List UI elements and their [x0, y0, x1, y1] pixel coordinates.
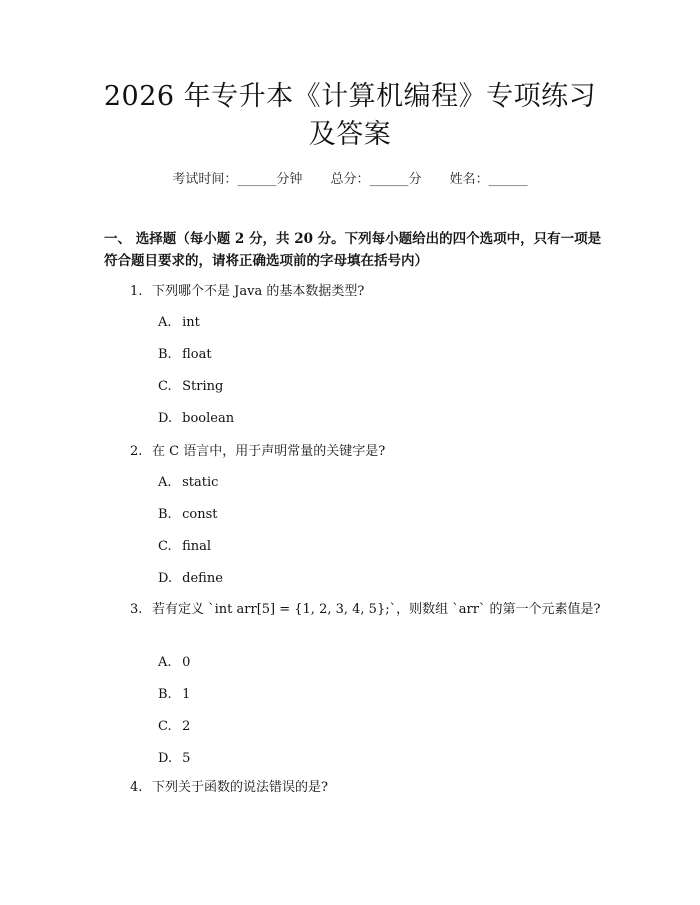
option-text: boolean — [182, 411, 235, 426]
q1-option-c — [158, 379, 223, 394]
option-letter: B. — [158, 347, 172, 362]
time-field: 考试时间：______分钟 — [172, 172, 303, 187]
option-letter: C. — [158, 379, 172, 394]
question-text: 若有定义 `int arr[5] = {1, 2, 3, 4, 5};`，则数组 `arr` 的第一个元素值是? — [152, 602, 601, 617]
option-letter: A. — [158, 315, 172, 330]
question-text: 下列关于函数的说法错误的是? — [152, 780, 328, 795]
option-text: 2 — [182, 719, 191, 734]
option-letter: D. — [158, 411, 173, 426]
q2-option-b — [158, 507, 218, 522]
option-text: final — [182, 539, 212, 554]
q3-option-b — [158, 687, 190, 702]
option-letter: B. — [158, 687, 172, 702]
question-1 — [104, 280, 614, 304]
option-letter: A. — [158, 475, 172, 490]
question-number: 3. — [130, 602, 143, 617]
option-text: 0 — [182, 655, 191, 670]
option-text: const — [182, 507, 218, 522]
option-text: float — [182, 347, 212, 362]
option-text: int — [182, 315, 200, 330]
q1-option-b — [158, 347, 212, 362]
option-text: String — [182, 379, 224, 394]
question-number: 2. — [130, 444, 143, 459]
section-heading: 一、 选择题（每小题 2 分，共 20 分。下列每小题给出的四个选项中，只有一项是符合题目要求的，请将正确选项前的字母填在括号内） — [104, 231, 602, 269]
option-letter: D. — [158, 751, 173, 766]
q3-option-c — [158, 719, 190, 734]
question-number: 4. — [130, 780, 143, 795]
score-field: 总分：______分 — [330, 172, 422, 187]
name-field: 姓名：______ — [449, 172, 528, 187]
option-text: define — [182, 571, 223, 586]
option-letter: C. — [158, 539, 172, 554]
option-letter: C. — [158, 719, 172, 734]
question-number: 1. — [130, 284, 143, 299]
question-text: 在 C 语言中，用于声明常量的关键字是? — [152, 444, 386, 459]
option-text: 1 — [182, 687, 191, 702]
option-text: static — [182, 475, 219, 490]
question-4 — [104, 776, 614, 800]
q1-option-a — [158, 315, 200, 330]
page-title: 2026 年专升本《计算机编程》专项练习及答案 — [103, 81, 597, 150]
question-text: 下列哪个不是 Java 的基本数据类型? — [152, 284, 365, 299]
q3-option-a — [158, 655, 190, 670]
exam-info — [0, 168, 700, 187]
q1-option-d — [158, 411, 234, 426]
option-text: 5 — [182, 751, 191, 766]
q2-option-c — [158, 539, 211, 554]
question-2 — [104, 440, 614, 464]
q2-option-a — [158, 475, 218, 490]
option-letter: D. — [158, 571, 173, 586]
question-3 — [104, 598, 614, 622]
q3-option-d — [158, 751, 190, 766]
q2-option-d — [158, 571, 223, 586]
option-letter: A. — [158, 655, 172, 670]
option-letter: B. — [158, 507, 172, 522]
